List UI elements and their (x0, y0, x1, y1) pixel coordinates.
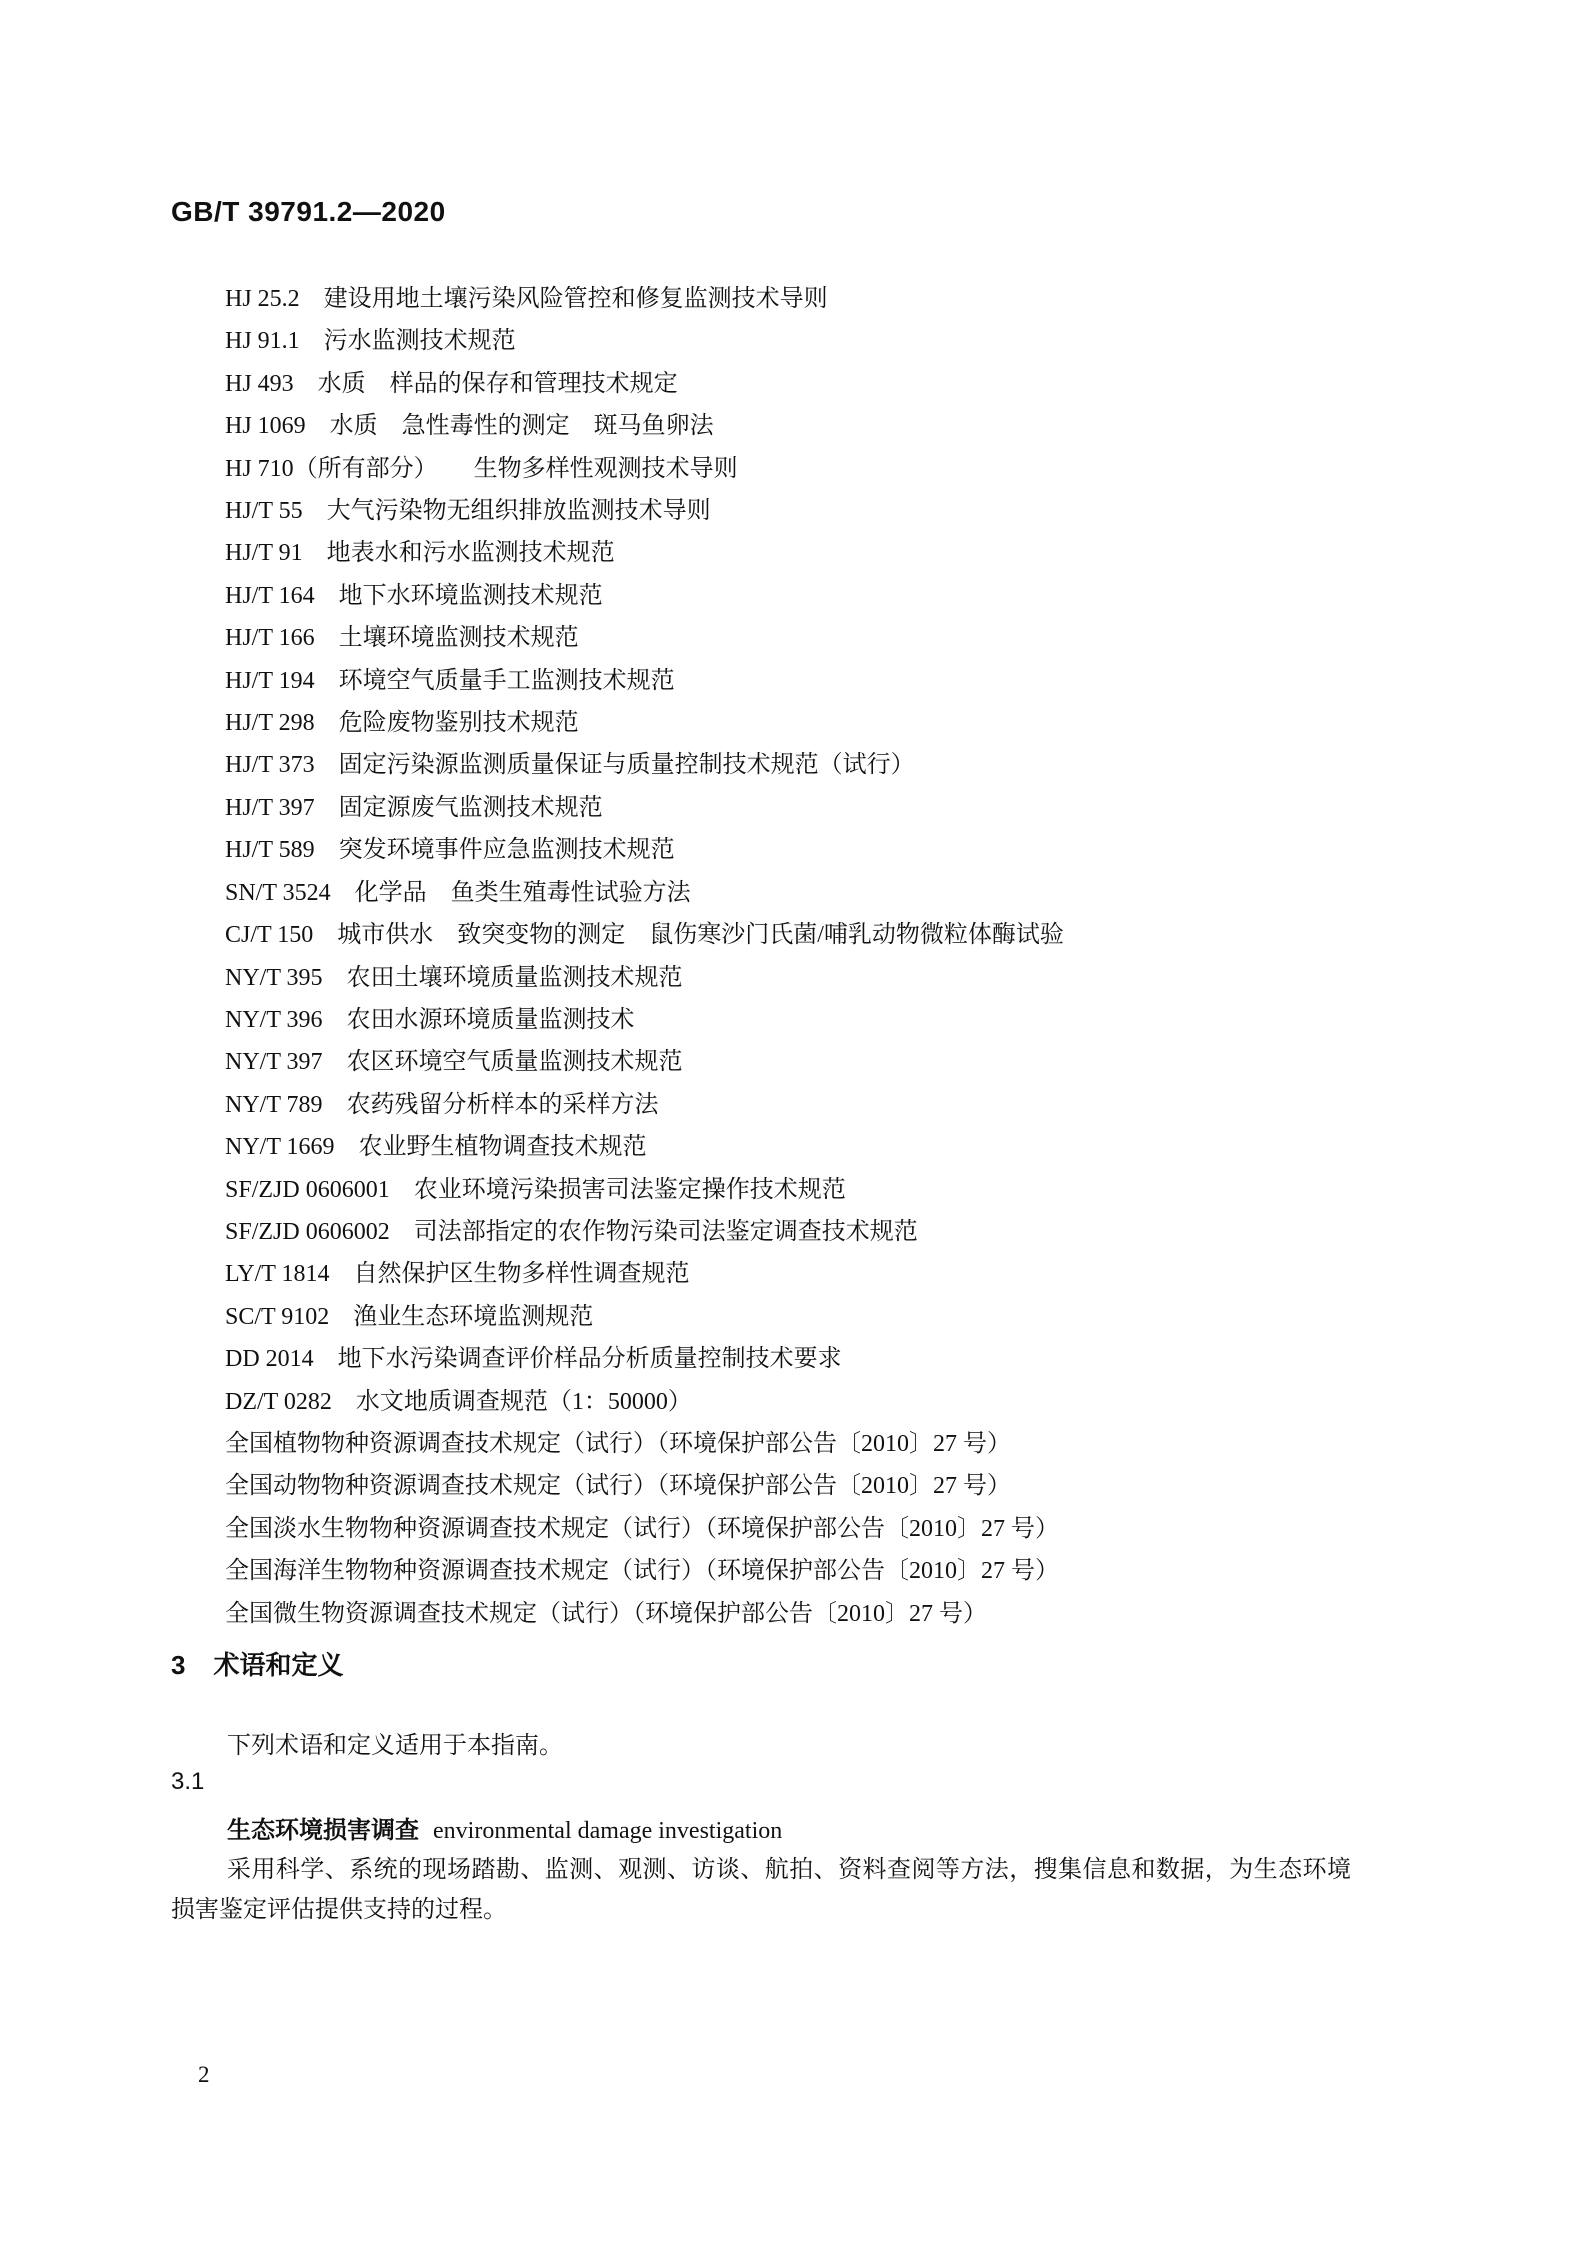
reference-item: HJ/T 589 突发环境事件应急监测技术规范 (225, 837, 675, 864)
reference-item: NY/T 397 农区环境空气质量监测技术规范 (225, 1049, 683, 1076)
reference-item: SF/ZJD 0606001 农业环境污染损害司法鉴定操作技术规范 (225, 1176, 846, 1203)
page-number: 2 (198, 2062, 210, 2087)
reference-item: NY/T 789 农药残留分析样本的采样方法 (225, 1091, 659, 1118)
reference-item: 全国植物物种资源调查技术规定（试行）（环境保护部公告〔2010〕27 号） (225, 1430, 1011, 1457)
term-name-en: environmental damage investigation (433, 1818, 783, 1844)
reference-item: DD 2014 地下水污染调查评价样品分析质量控制技术要求 (225, 1346, 842, 1373)
term-name-zh: 生态环境损害调查 (227, 1817, 419, 1844)
reference-item: HJ/T 373 固定污染源监测质量保证与质量控制技术规范（试行） (225, 752, 915, 779)
reference-item: HJ 493 水质 样品的保存和管理技术规定 (225, 370, 678, 397)
reference-item: HJ 91.1 污水监测技术规范 (225, 328, 516, 355)
reference-item: LY/T 1814 自然保护区生物多样性调查规范 (225, 1261, 690, 1288)
term-title (227, 1810, 782, 1845)
reference-item: HJ/T 55 大气污染物无组织排放监测技术导则 (225, 498, 711, 525)
section-number: 3 (171, 1650, 186, 1680)
reference-item: HJ/T 298 危险废物鉴别技术规范 (225, 710, 579, 737)
reference-item: HJ/T 194 环境空气质量手工监测技术规范 (225, 667, 675, 694)
reference-item: HJ 25.2 建设用地土壤污染风险管控和修复监测技术导则 (225, 286, 828, 312)
reference-item: HJ/T 164 地下水环境监测技术规范 (225, 582, 603, 609)
reference-item: SN/T 3524 化学品 鱼类生殖毒性试验方法 (225, 879, 691, 906)
references-list (225, 278, 1064, 1635)
reference-item: 全国动物物种资源调查技术规定（试行）（环境保护部公告〔2010〕27 号） (225, 1473, 1011, 1500)
reference-item: SC/T 9102 渔业生态环境监测规范 (225, 1303, 594, 1330)
reference-item: DZ/T 0282 水文地质调查规范（1：50000） (225, 1388, 692, 1415)
reference-item: CJ/T 150 城市供水 致突变物的测定 鼠伤寒沙门氏菌/哺乳动物微粒体酶试验 (225, 922, 1064, 949)
reference-item: HJ 710（所有部分） 生物多样性观测技术导则 (225, 455, 738, 482)
reference-item: NY/T 395 农田土壤环境质量监测技术规范 (225, 964, 683, 991)
reference-item: SF/ZJD 0606002 司法部指定的农作物污染司法鉴定调查技术规范 (225, 1218, 918, 1245)
doc-code: GB/T 39791.2—2020 (171, 196, 446, 227)
reference-item: NY/T 1669 农业野生植物调查技术规范 (225, 1134, 647, 1161)
section-title: 术语和定义 (213, 1650, 344, 1680)
reference-item: 全国淡水生物物种资源调查技术规定（试行）（环境保护部公告〔2010〕27 号） (225, 1515, 1059, 1542)
reference-item: HJ/T 91 地表水和污水监测技术规范 (225, 540, 615, 567)
reference-item: 全国微生物资源调查技术规定（试行）（环境保护部公告〔2010〕27 号） (225, 1600, 987, 1627)
reference-item: HJ/T 166 土壤环境监测技术规范 (225, 625, 579, 652)
reference-item: NY/T 396 农田水源环境质量监测技术 (225, 1006, 635, 1033)
section-intro: 下列术语和定义适用于本指南。 (227, 1733, 563, 1759)
reference-item: HJ/T 397 固定源废气监测技术规范 (225, 794, 603, 821)
term-number: 3.1 (171, 1768, 205, 1795)
reference-item: 全国海洋生物物种资源调查技术规定（试行）（环境保护部公告〔2010〕27 号） (225, 1558, 1059, 1585)
term-definition: 采用科学、系统的现场踏勘、监测、观测、访谈、航拍、资料查阅等方法，搜集信息和数据，为生态环境损害鉴定评估提供支持的过程。 (171, 1857, 1351, 1923)
reference-item: HJ 1069 水质 急性毒性的测定 斑马鱼卵法 (225, 413, 714, 440)
section-heading (171, 1645, 343, 1682)
